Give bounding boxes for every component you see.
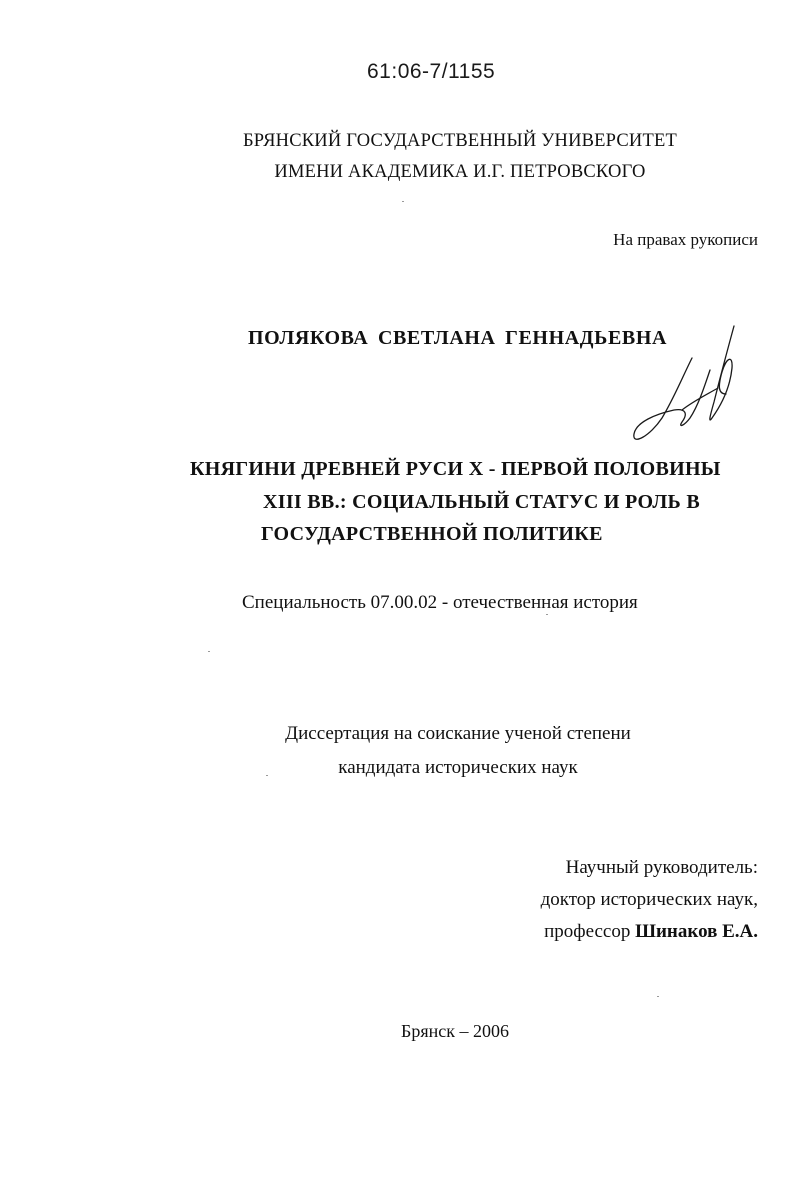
supervisor-degree: доктор исторических наук, bbox=[540, 889, 758, 910]
author-name: ПОЛЯКОВА СВЕТЛАНА ГЕННАДЬЕВНА bbox=[248, 327, 668, 349]
dissertation-title-line3: ГОСУДАРСТВЕННОЙ ПОЛИТИКЕ bbox=[261, 523, 603, 545]
dissertation-title-line1: КНЯГИНИ ДРЕВНЕЙ РУСИ X - ПЕРВОЙ ПОЛОВИНЫ bbox=[190, 458, 721, 480]
supervisor-position: профессор bbox=[544, 921, 631, 942]
supervisor-label: Научный руководитель: bbox=[565, 857, 758, 878]
degree-statement-line2: кандидата исторических наук bbox=[338, 757, 578, 778]
manuscript-rights-note: На правах рукописи bbox=[613, 230, 758, 249]
supervisor-title-and-name bbox=[544, 921, 758, 943]
handwritten-signature-icon bbox=[622, 318, 752, 458]
university-name-line1: БРЯНСКИЙ ГОСУДАРСТВЕННЫЙ УНИВЕРСИТЕТ bbox=[242, 131, 677, 151]
scan-speck bbox=[402, 201, 404, 202]
specialty-line: Специальность 07.00.02 - отечественная история bbox=[242, 592, 638, 613]
supervisor-name: Шинаков Е.А. bbox=[635, 921, 758, 942]
scan-speck bbox=[546, 614, 548, 615]
scan-speck bbox=[208, 651, 210, 652]
scan-speck bbox=[657, 996, 659, 997]
city-year: Брянск – 2006 bbox=[401, 1021, 509, 1041]
archive-stamp-number: 61:06-7/1155 bbox=[367, 60, 496, 83]
scan-speck bbox=[266, 775, 268, 776]
university-name-line2: ИМЕНИ АКАДЕМИКА И.Г. ПЕТРОВСКОГО bbox=[274, 162, 646, 182]
degree-statement-line1: Диссертация на соискание ученой степени bbox=[285, 723, 631, 744]
dissertation-title-line2: XIII ВВ.: СОЦИАЛЬНЫЙ СТАТУС И РОЛЬ В bbox=[263, 491, 700, 513]
